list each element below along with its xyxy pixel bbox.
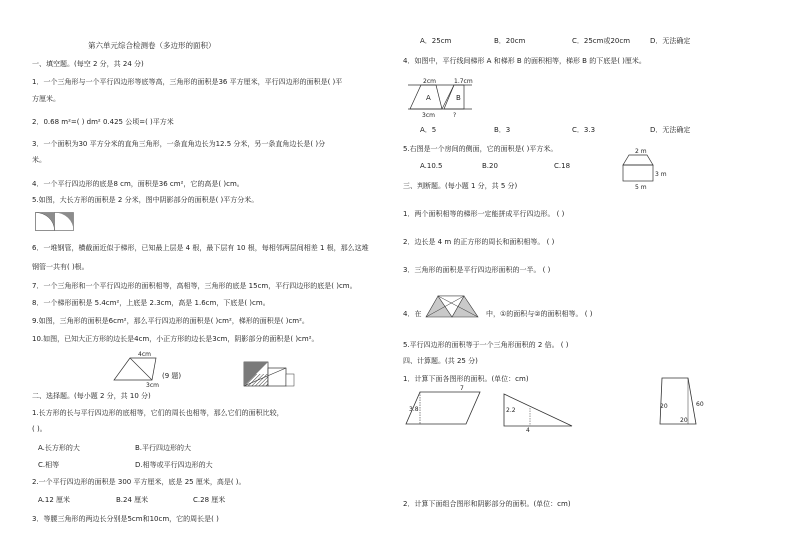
c5-option-b: B.20: [482, 162, 498, 170]
c3-option-c: C．25cm或20cm: [572, 37, 631, 45]
c4-bottom-d: ?: [453, 112, 457, 119]
c4-top-b: 1.7cm: [454, 78, 473, 85]
c4-option-a: A．5: [420, 126, 437, 134]
q10: 10.如图，已知大正方形的边长是4cm，小正方形的边长是3cm，阴影部分的面积是( )cm²。: [32, 335, 319, 343]
c4-label-b: B: [456, 94, 461, 102]
q9-top-label: 4cm: [138, 351, 151, 358]
q9: 9.如图，三角形的面积是6cm²，那么平行四边形的面积是( )cm²，梯形的面积是( )cm²。: [32, 317, 309, 325]
q9-caption: (9 题): [162, 372, 182, 380]
c4-option-d: D．无法确定: [650, 126, 691, 134]
c5-option-c: C.18: [554, 162, 571, 170]
q1-line2: 方厘米。: [32, 95, 60, 103]
j4-figure: [424, 293, 484, 323]
q1-line1: 1．一个三角形与一个平行四边形等底等高，三角形的面积是36 平方厘米，平行四边形的面积是( )平: [32, 78, 343, 86]
c4: 4．如图中，平行线间梯形 A 和梯形 B 的面积相等，梯形 B 的下底是( )厘米。: [403, 57, 646, 65]
j2: 2．边长是 4 m 的正方形的周长和面积相等。 ( ): [403, 238, 555, 246]
c1-option-a: A.长方形的大: [38, 444, 80, 452]
c3-option-b: B．20cm: [494, 37, 526, 45]
j4-prefix: 4．在: [403, 310, 422, 318]
c5-side-label: 3 m: [655, 171, 667, 178]
q5: 5.如图，大长方形的面积是 2 分米，图中阴影部分的面积是( )平方分米。: [32, 196, 259, 204]
j4: 中，①的面积与②的面积相等。 ( ): [486, 310, 593, 318]
c2-option-a: A.12 厘米: [38, 496, 71, 504]
g3-right: 60: [696, 401, 704, 408]
j3: 3．三角形的面积是平行四边形面积的一半。 ( ): [403, 266, 551, 274]
g2-height: 2.2: [506, 407, 516, 414]
calc-trapezoid: [652, 376, 712, 428]
c1-option-c: C.相等: [38, 461, 60, 469]
c4-bottom-c: 3cm: [422, 112, 435, 119]
c1-option-d: D.相等或平行四边形的大: [135, 461, 213, 469]
q6-line2: 钢管一共有( )根。: [32, 263, 89, 271]
c5: 5.右图是一个房间的侧面，它的面积是( )平方米。: [403, 145, 558, 153]
q5-figure: [35, 212, 75, 232]
calc-triangle: [500, 390, 580, 432]
k2: 2．计算下面组合图形和阴影部分的面积。(单位：cm): [403, 500, 571, 508]
c2-option-b: B.24 厘米: [116, 496, 149, 504]
q3-line1: 3．一个面积为30 平方分米的直角三角形，一条直角边长为12.5 分米，另一条直角边长是( )分: [32, 140, 326, 148]
g3-height: 20: [660, 403, 668, 410]
g3-bottom: 20: [680, 417, 688, 424]
c5-option-a: A.10.5: [420, 162, 443, 170]
c1-option-b: B.平行四边形的大: [135, 444, 192, 452]
c1-line1: 1.长方形的长与平行四边形的底相等，它们的周长也相等，那么它们的面积比较，: [32, 409, 284, 417]
j1: 1．两个面积相等的梯形一定能拼成平行四边形。 ( ): [403, 210, 565, 218]
section3-header: 三、判断题。(每小题 1 分，共 5 分): [403, 182, 518, 190]
page-title: 第六单元综合检测卷（多边形的面积）: [88, 41, 216, 50]
c5-top-label: 2 m: [635, 148, 647, 155]
calc-parallelogram: [406, 385, 486, 430]
c2-option-c: C.28 厘米: [193, 496, 226, 504]
j5: 5.平行四边形的面积等于一个三角形面积的 2 倍。 ( ): [403, 341, 569, 349]
q8: 8．一个梯形面积是 5.4cm²，上底是 2.3cm，高是 1.6cm，下底是( )cm。: [32, 299, 270, 307]
q9-figure: [110, 350, 170, 390]
section1-header: 一、填空题。(每空 2 分，共 24 分): [32, 60, 144, 68]
g1-height: 3.8: [409, 406, 419, 413]
g1-base: 7: [460, 385, 464, 392]
q6-line1: 6．一堆钢管，横截面近似于梯形，已知最上层是 4 根，最下层有 10 根，每相邻两层间相差 1 根，那么这堆: [32, 244, 369, 252]
section4-header: 四、计算题。(共 25 分): [403, 357, 478, 365]
q4: 4．一个平行四边形的底是8 cm，面积是36 cm²，它的高是( )cm。: [32, 180, 244, 188]
q3-line2: 米。: [32, 156, 46, 164]
g2-base: 4: [526, 427, 530, 434]
k1: 1．计算下面各图形的面积。(单位：cm): [403, 375, 529, 383]
c4-top-a: 2cm: [423, 78, 436, 85]
c3-option-a: A．25cm: [420, 37, 452, 45]
c5-bottom-label: 5 m: [635, 184, 647, 191]
q7: 7．一个三角形和一个平行四边形的面积相等，高相等，三角形的底是 15cm，平行四边形的底是( )cm。: [32, 282, 357, 290]
c4-label-a: A: [426, 94, 431, 102]
c4-figure: [406, 77, 476, 119]
c3: 3．等腰三角形的两边长分别是5cm和10cm，它的周长是( ): [32, 515, 219, 523]
c5-figure: [615, 143, 675, 193]
q9-bottom-label: 3cm: [146, 382, 159, 389]
c2: 2.一个平行四边形的面积是 300 平方厘米，底是 25 厘米，高是( )。: [32, 478, 246, 486]
section2-header: 二、选择题。(每小题 2 分，共 10 分): [32, 392, 151, 400]
c4-option-c: C．3.3: [572, 126, 596, 134]
c4-option-b: B．3: [494, 126, 511, 134]
q2: 2．0.68 m²=( ) dm² 0.425 公顷=( )平方米: [32, 118, 174, 126]
c1-line2: ( )。: [32, 425, 47, 433]
c3-option-d: D．无法确定: [650, 37, 691, 45]
q10-figure: [242, 360, 302, 388]
